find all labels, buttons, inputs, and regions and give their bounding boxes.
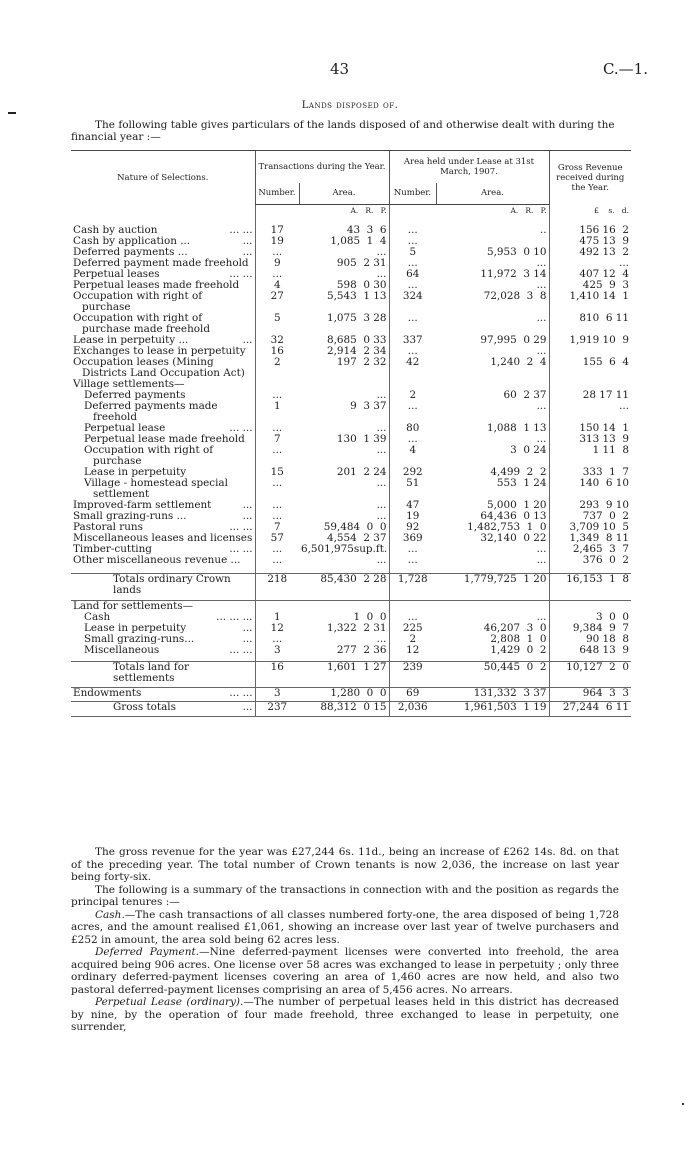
leader-dots: ... ... bbox=[229, 223, 253, 236]
row-label-text: Deferred payments bbox=[84, 388, 186, 401]
cell-revenue: 333 1 7 bbox=[549, 467, 631, 478]
cell-number: 2 bbox=[389, 634, 436, 645]
paragraph-lead: Cash. bbox=[95, 908, 125, 921]
cell-area: ... bbox=[536, 610, 547, 623]
cell-area: 5,000 1 20 bbox=[487, 498, 547, 511]
cell-area: 5,953 0 10 bbox=[487, 245, 547, 258]
cell-number: 2 bbox=[389, 390, 436, 401]
cell-number: ... bbox=[389, 555, 436, 566]
cell-number: 12 bbox=[255, 623, 299, 634]
cell-number: 5 bbox=[389, 247, 436, 258]
empty-cell bbox=[255, 379, 299, 390]
cell-revenue: 3,709 10 5 bbox=[549, 522, 631, 533]
row-label-text: Cash by auction bbox=[73, 223, 158, 236]
cell-number: ... bbox=[255, 544, 299, 555]
empty-cell bbox=[436, 600, 549, 612]
cell-number: ... bbox=[389, 313, 436, 335]
cell-number: 1,728 bbox=[389, 574, 436, 597]
cell-area: .. bbox=[539, 223, 547, 236]
margin-mark bbox=[8, 112, 16, 114]
cell-area: 85,430 2 28 bbox=[320, 573, 387, 585]
leader-dots: ... bbox=[242, 621, 253, 634]
cell-area: ... bbox=[376, 509, 387, 522]
cell-revenue: 313 13 9 bbox=[549, 434, 631, 445]
row-label-text: Improved-farm settlement bbox=[73, 498, 212, 511]
cell-revenue: 1,919 10 9 bbox=[549, 335, 631, 346]
cell-number: 324 bbox=[389, 291, 436, 313]
cell-number: ... bbox=[255, 269, 299, 280]
empty-cell bbox=[389, 713, 436, 716]
row-label-text: Lease in perpetuity bbox=[84, 621, 187, 634]
empty-cell bbox=[436, 713, 549, 716]
cell-number: 16 bbox=[255, 346, 299, 357]
cell-revenue bbox=[549, 346, 631, 357]
cell-area: ... bbox=[376, 498, 387, 511]
cell-area: 64,436 0 13 bbox=[480, 509, 547, 522]
cell-area: ... bbox=[536, 311, 547, 324]
cell-area: 5,543 1 13 bbox=[327, 289, 387, 302]
row-label bbox=[71, 645, 255, 656]
row-label-text: Perpetual lease bbox=[84, 421, 166, 434]
row-label-text: Cash bbox=[84, 610, 111, 623]
row-label-text: Deferred payments made freehold bbox=[84, 399, 218, 423]
paragraph-lead: Perpetual Lease (ordinary). bbox=[95, 996, 244, 1008]
cell-number: 4 bbox=[255, 280, 299, 291]
section-heading-text: Land for settlements— bbox=[73, 599, 194, 612]
units-area: A. R. P. bbox=[350, 206, 387, 215]
cell-area: 1,240 2 4 bbox=[490, 355, 547, 368]
cell-number: 1 bbox=[255, 612, 299, 623]
cell-area: 1,482,753 1 0 bbox=[467, 520, 547, 533]
table-section-heading bbox=[71, 600, 631, 612]
cell-number: 2 bbox=[255, 357, 299, 379]
empty-cell bbox=[549, 713, 631, 716]
cell-revenue: 10,127 2 0 bbox=[549, 662, 631, 685]
row-label bbox=[71, 662, 255, 685]
spacer-row bbox=[71, 713, 631, 716]
table-row bbox=[71, 401, 631, 423]
cell-area: 1,429 0 2 bbox=[490, 643, 547, 656]
cell-number: ... bbox=[255, 445, 299, 467]
leader-dots: ... ... bbox=[229, 643, 253, 656]
row-label-text: Small grazing-runs... bbox=[84, 632, 195, 645]
empty-cell bbox=[299, 379, 389, 390]
cell-area: 131,332 3 37 bbox=[473, 686, 547, 699]
cell-revenue: 737 0 2 bbox=[549, 511, 631, 522]
cell-revenue: ... bbox=[549, 401, 631, 423]
cell-area: ... bbox=[376, 245, 387, 258]
row-label-text: Deferred payment made freehold bbox=[73, 256, 249, 269]
cell-number: 19 bbox=[389, 511, 436, 522]
cell-area bbox=[436, 236, 549, 247]
cell-area: ... bbox=[376, 632, 387, 645]
cell-area: 1,088 1 13 bbox=[487, 421, 547, 434]
cell-area: 88,312 0 15 bbox=[320, 701, 387, 713]
cell-area: 2,914 2 34 bbox=[327, 344, 387, 357]
cell-area: 201 2 24 bbox=[336, 465, 387, 478]
cell-area: 1,779,725 1 20 bbox=[463, 573, 547, 585]
cell-area: ... bbox=[536, 542, 547, 555]
paragraph-lead: Deferred Payment. bbox=[95, 946, 200, 958]
paragraph bbox=[71, 909, 619, 947]
row-label bbox=[71, 555, 255, 566]
cell-number: ... bbox=[389, 612, 436, 623]
row-label bbox=[71, 574, 255, 597]
leader-dots: ... bbox=[242, 509, 253, 522]
cell-revenue: 140 6 10 bbox=[549, 478, 631, 500]
cell-number: 4 bbox=[389, 445, 436, 467]
cell-area: 11,972 3 14 bbox=[480, 267, 547, 280]
cell-number: ... bbox=[389, 280, 436, 291]
cell-area: ... bbox=[536, 344, 547, 357]
row-label bbox=[71, 401, 255, 423]
cell-area: 130 1 39 bbox=[336, 432, 387, 445]
cell-revenue: 155 6 4 bbox=[549, 357, 631, 379]
row-label-text: Occupation with right of purchase made freehold bbox=[73, 311, 210, 335]
cell-revenue: 16,153 1 8 bbox=[549, 574, 631, 597]
empty-cell bbox=[549, 379, 631, 390]
paragraph: The gross revenue for the year was £27,244 6s. 11d., being an increase of £262 14s. 8d. on that of the preceding year. The total number of Crown tenants is now 2,036, the increase on last year being forty-six. bbox=[71, 846, 619, 883]
cell-area: 72,028 3 8 bbox=[483, 289, 547, 302]
cell-area: 1,085 1 4 bbox=[330, 234, 387, 247]
cell-number: 42 bbox=[389, 357, 436, 379]
empty-cell bbox=[299, 713, 389, 716]
cell-number: ... bbox=[389, 236, 436, 247]
table-row bbox=[71, 511, 631, 522]
row-label-text: Lease in perpetuity bbox=[84, 465, 187, 478]
cell-revenue: 810 6 11 bbox=[549, 313, 631, 335]
paragraph-text: —Nine deferred-payment licenses were converted into freehold, the area acquired being 906 acres. One license over 58 acres was exchanged to lease in perpetuity ; only three ordinary deferred-payment licenses covering an area of 1,460 acres are now held, and also two pastoral deferred-payment licenses comprising an area of 5,456 acres. No arrears. bbox=[71, 946, 619, 996]
cell-area: 6,501,975sup.ft. bbox=[301, 542, 388, 555]
cell-number: ... bbox=[255, 247, 299, 258]
cell-revenue: 1 11 8 bbox=[549, 445, 631, 467]
cell-area: ... bbox=[376, 421, 387, 434]
cell-revenue: 475 13 9 bbox=[549, 236, 631, 247]
cell-revenue: 964 3 3 bbox=[549, 687, 631, 699]
empty-cell bbox=[299, 600, 389, 612]
header-number: Number. bbox=[255, 183, 299, 205]
table-row bbox=[71, 574, 631, 597]
table-row bbox=[71, 702, 631, 714]
cell-number: ... bbox=[389, 225, 436, 236]
row-label bbox=[71, 702, 255, 714]
cell-area: 1 0 0 bbox=[353, 610, 387, 623]
cell-area: 8,685 0 33 bbox=[327, 333, 387, 346]
leader-dots: ... ... bbox=[229, 267, 253, 280]
cell-area: 1,075 3 28 bbox=[327, 311, 387, 324]
intro-paragraph: The following table gives particulars of the lands disposed of and otherwise dealt with during the financial year :— bbox=[71, 119, 615, 143]
cell-revenue: 648 13 9 bbox=[549, 645, 631, 656]
cell-area: ... bbox=[376, 267, 387, 280]
cell-number: ... bbox=[255, 478, 299, 500]
row-label-text: Occupation leases (Mining Districts Land Occupation Act) bbox=[73, 355, 245, 379]
leader-dots: ... bbox=[242, 498, 253, 511]
table-row bbox=[71, 478, 631, 500]
row-label-text: Lease in perpetuity ... bbox=[73, 333, 189, 346]
cell-area: 1,280 0 0 bbox=[330, 686, 387, 699]
cell-revenue: 90 18 8 bbox=[549, 634, 631, 645]
table-row bbox=[71, 313, 631, 335]
row-label-text: Small grazing-runs ... bbox=[73, 509, 187, 522]
cell-area: 4,554 2 37 bbox=[327, 531, 387, 544]
cell-number: 292 bbox=[389, 467, 436, 478]
cell-area: 197 2 32 bbox=[336, 355, 387, 368]
paragraph bbox=[71, 946, 619, 996]
row-label-text: Totals land for settlements bbox=[113, 661, 189, 684]
leader-dots: ... ... bbox=[229, 542, 253, 555]
cell-number: 7 bbox=[255, 522, 299, 533]
cell-number: ... bbox=[389, 544, 436, 555]
cell-area: ... bbox=[536, 278, 547, 291]
table-row bbox=[71, 645, 631, 656]
cell-number: 225 bbox=[389, 623, 436, 634]
cell-number: 369 bbox=[389, 533, 436, 544]
header-area: Area. bbox=[299, 183, 389, 205]
table-row bbox=[71, 555, 631, 566]
section-title: Lands disposed of. bbox=[301, 100, 399, 111]
cell-area: ... bbox=[536, 432, 547, 445]
cell-area: 9 3 37 bbox=[350, 399, 387, 412]
cell-area: 4,499 2 2 bbox=[490, 465, 547, 478]
cell-number: 57 bbox=[255, 533, 299, 544]
table-row bbox=[71, 662, 631, 685]
empty-cell bbox=[255, 600, 299, 612]
row-label bbox=[71, 357, 255, 379]
cell-area: 50,445 0 2 bbox=[483, 661, 547, 673]
row-label-text: Village - homestead special settlement bbox=[84, 476, 228, 500]
leader-dots: ... ... bbox=[229, 686, 253, 699]
header-number: Number. bbox=[389, 183, 436, 205]
cell-area: 905 2 31 bbox=[336, 256, 387, 269]
paragraph-text: —The number of perpetual leases held in this district has decreased by nine, by the operation of four made freehold, three exchanged to lease in perpetuity, one surrender, bbox=[71, 996, 619, 1033]
cell-revenue: 27,244 6 11 bbox=[549, 702, 631, 714]
leader-dots: ... ... ... bbox=[216, 610, 253, 623]
cell-number: ... bbox=[255, 390, 299, 401]
header-revenue: Gross Revenue received during the Year. bbox=[549, 151, 631, 205]
leader-dots: ... bbox=[242, 701, 253, 713]
header-area: Area. bbox=[436, 183, 549, 205]
empty-cell bbox=[71, 713, 255, 716]
lands-table bbox=[71, 150, 631, 717]
header-nature: Nature of Selections. bbox=[71, 151, 255, 205]
cell-area: 553 1 24 bbox=[496, 476, 547, 489]
cell-area: ... bbox=[376, 476, 387, 489]
leader-dots: ... bbox=[242, 632, 253, 645]
cell-revenue: 1,349 8 11 bbox=[549, 533, 631, 544]
cell-number: 7 bbox=[255, 434, 299, 445]
paragraph-text: —The cash transactions of all classes numbered forty-one, the area disposed of being 1,728 acres, and the amount realised £1,061, showing an increase over last year of twelve purchasers and £252 in amount, the area sold being 62 acres less. bbox=[71, 908, 619, 946]
cell-number: 51 bbox=[389, 478, 436, 500]
body-text bbox=[71, 846, 619, 1034]
table-row bbox=[71, 291, 631, 313]
cell-number: ... bbox=[389, 434, 436, 445]
page-header bbox=[0, 60, 700, 80]
cell-area: 2,808 1 0 bbox=[490, 632, 547, 645]
cell-revenue: 293 9 10 bbox=[549, 500, 631, 511]
row-label-text: Occupation with right of purchase bbox=[73, 289, 203, 313]
cell-revenue: 3 0 0 bbox=[549, 612, 631, 623]
row-label-text: Cash by application ... bbox=[73, 234, 191, 247]
cell-number: 69 bbox=[389, 687, 436, 699]
leader-dots: ... bbox=[242, 245, 253, 258]
cell-number: 239 bbox=[389, 662, 436, 685]
cell-number: 15 bbox=[255, 467, 299, 478]
cell-revenue: 407 12 4 bbox=[549, 269, 631, 280]
paragraph bbox=[71, 996, 619, 1034]
cell-area: 60 2 37 bbox=[503, 388, 547, 401]
empty-cell bbox=[389, 379, 436, 390]
cell-number: ... bbox=[255, 423, 299, 434]
table-body bbox=[71, 205, 631, 717]
cell-revenue: 1,410 14 1 bbox=[549, 291, 631, 313]
row-label-text: Timber-cutting bbox=[73, 542, 152, 555]
cell-number: 16 bbox=[255, 662, 299, 685]
units-area: A. R. P. bbox=[510, 206, 547, 215]
cell-number: 80 bbox=[389, 423, 436, 434]
cell-number: ... bbox=[255, 500, 299, 511]
row-label bbox=[71, 313, 255, 335]
cell-number: 27 bbox=[255, 291, 299, 313]
cell-number: ... bbox=[255, 511, 299, 522]
empty-cell bbox=[436, 379, 549, 390]
section-heading-text: Village settlements— bbox=[73, 377, 185, 390]
cell-area: ... bbox=[376, 443, 387, 456]
header-area-lease: Area held under Lease at 31st March, 1907. bbox=[389, 151, 549, 183]
cell-number: ... bbox=[389, 258, 436, 269]
cell-number: 337 bbox=[389, 335, 436, 346]
cell-area: ... bbox=[536, 553, 547, 566]
row-label-text: Perpetual lease made freehold bbox=[84, 432, 245, 445]
cell-number: 19 bbox=[255, 236, 299, 247]
cell-number: 2,036 bbox=[389, 702, 436, 714]
header-transactions: Transactions during the Year. bbox=[255, 151, 389, 183]
row-label-text: Endowments bbox=[73, 686, 142, 699]
cell-number: 12 bbox=[389, 645, 436, 656]
empty-cell bbox=[549, 600, 631, 612]
cell-area: 1,961,503 1 19 bbox=[463, 701, 547, 713]
row-label bbox=[71, 478, 255, 500]
empty-cell bbox=[255, 713, 299, 716]
row-label-text: Occupation with right of purchase bbox=[84, 443, 214, 467]
cell-area: 3 0 24 bbox=[510, 443, 547, 456]
cell-area: ... bbox=[536, 256, 547, 269]
cell-area: 1,601 1 27 bbox=[327, 661, 387, 673]
cell-number: 32 bbox=[255, 335, 299, 346]
cell-number: 1 bbox=[255, 401, 299, 423]
leader-dots: ... ... bbox=[229, 421, 253, 434]
cell-revenue: 2,465 3 7 bbox=[549, 544, 631, 555]
cell-number: 92 bbox=[389, 522, 436, 533]
units-money: £ s. d. bbox=[549, 205, 631, 225]
page-number: 43 bbox=[330, 60, 350, 78]
row-label bbox=[71, 687, 255, 699]
row-label-text: Pastoral runs bbox=[73, 520, 143, 533]
cell-area: 97,995 0 29 bbox=[480, 333, 547, 346]
cell-area: 46,207 3 0 bbox=[483, 621, 547, 634]
empty-cell bbox=[389, 600, 436, 612]
row-label bbox=[71, 445, 255, 467]
cell-area: 43 3 6 bbox=[346, 223, 387, 236]
paragraph: The following is a summary of the transactions in connection with and the position as regards the principal tenures :— bbox=[71, 883, 619, 908]
cell-number: 218 bbox=[255, 574, 299, 597]
row-label bbox=[71, 291, 255, 313]
cell-number: ... bbox=[389, 346, 436, 357]
cell-area: ... bbox=[376, 388, 387, 401]
row-label-text: Deferred payments ... bbox=[73, 245, 188, 258]
row-label-text: Other miscellaneous revenue ... bbox=[73, 553, 241, 566]
leader-dots: ... bbox=[242, 333, 253, 346]
cell-revenue: 492 13 2 bbox=[549, 247, 631, 258]
row-label-text: Perpetual leases made freehold bbox=[73, 278, 240, 291]
document-code: C.—1. bbox=[602, 60, 648, 78]
cell-revenue: 9,384 9 7 bbox=[549, 623, 631, 634]
cell-revenue: 425 9 3 bbox=[549, 280, 631, 291]
leader-dots: ... bbox=[242, 234, 253, 247]
table-row bbox=[71, 445, 631, 467]
cell-area: ... bbox=[536, 399, 547, 412]
row-label-text: Exchanges to lease in perpetuity bbox=[73, 344, 246, 357]
cell-area: ... bbox=[376, 553, 387, 566]
cell-area: 277 2 36 bbox=[336, 643, 387, 656]
row-label-text: Miscellaneous bbox=[84, 643, 160, 656]
cell-number: 5 bbox=[255, 313, 299, 335]
cell-area: 32,140 0 22 bbox=[480, 531, 547, 544]
cell-area: 1,322 2 31 bbox=[327, 621, 387, 634]
cell-revenue: 150 14 1 bbox=[549, 423, 631, 434]
cell-number: 17 bbox=[255, 225, 299, 236]
table-row bbox=[71, 533, 631, 544]
row-label-text: Totals ordinary Crown lands bbox=[113, 573, 231, 596]
cell-number: 237 bbox=[255, 702, 299, 714]
cell-number: 3 bbox=[255, 645, 299, 656]
table-row bbox=[71, 357, 631, 379]
table-row bbox=[71, 687, 631, 699]
cell-number: 47 bbox=[389, 500, 436, 511]
cell-number: ... bbox=[255, 634, 299, 645]
row-label-text: Perpetual leases bbox=[73, 267, 160, 280]
margin-dot bbox=[682, 1103, 684, 1105]
cell-revenue: 28 17 11 bbox=[549, 390, 631, 401]
cell-number: 3 bbox=[255, 687, 299, 699]
row-label-text: Gross totals bbox=[113, 701, 176, 713]
cell-area: 59,484 0 0 bbox=[323, 520, 387, 533]
cell-revenue: 156 16 2 bbox=[549, 225, 631, 236]
cell-number: 9 bbox=[255, 258, 299, 269]
leader-dots: ... ... bbox=[229, 520, 253, 533]
row-label-text: Miscellaneous leases and licenses bbox=[73, 531, 253, 544]
cell-revenue: ... bbox=[549, 258, 631, 269]
cell-number: ... bbox=[255, 555, 299, 566]
cell-number: 64 bbox=[389, 269, 436, 280]
cell-number: ... bbox=[389, 401, 436, 423]
cell-revenue: 376 0 2 bbox=[549, 555, 631, 566]
cell-area: 598 0 30 bbox=[336, 278, 387, 291]
